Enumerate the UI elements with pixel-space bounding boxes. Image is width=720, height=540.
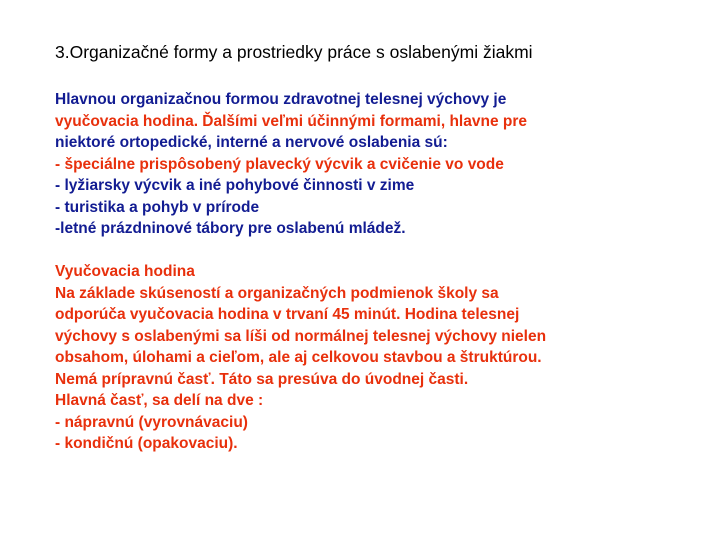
paragraph-lesson	[55, 261, 695, 455]
text-line: Vyučovacia hodina	[55, 263, 195, 280]
slide-title: 3.Organizačné formy a prostriedky práce s oslabenými žiakmi	[55, 42, 533, 62]
text-line: -letné prázdninové tábory pre oslabenú mládež.	[55, 220, 406, 237]
text-line: odporúča vyučovacia hodina v trvaní 45 minút. Hodina telesnej	[55, 306, 520, 323]
text-line: vyučovacia hodina. Ďalšími veľmi účinnými formami, hlavne pre	[55, 112, 527, 130]
text-line: Hlavnou organizačnou formou zdravotnej telesnej výchovy je	[55, 91, 507, 108]
text-line: - nápravnú (vyrovnávaciu)	[55, 413, 248, 431]
text-line: - turistika a pohyb v prírode	[55, 198, 260, 216]
text-line: - kondičnú (opakovaciu).	[55, 435, 238, 452]
text-line: Na základe skúseností a organizačných podmienok školy sa	[55, 284, 499, 302]
text-line: niektoré ortopedické, interné a nervové oslabenia sú:	[55, 134, 448, 151]
paragraph-organizational-forms	[55, 89, 695, 240]
text-line: obsahom, úlohami a cieľom, ale aj celkovou stavbou a štruktúrou.	[55, 349, 542, 366]
text-line: výchovy s oslabenými sa líši od normálnej telesnej výchovy nielen	[55, 327, 547, 345]
text-line: Hlavná časť, sa delí na dve :	[55, 392, 264, 409]
text-line: - lyžiarsky výcvik a iné pohybové činnosti v zime	[55, 177, 415, 194]
text-line: - špeciálne prispôsobený plavecký výcvik a cvičenie vo vode	[55, 155, 504, 173]
text-line: Nemá prípravnú časť. Táto sa presúva do úvodnej časti.	[55, 370, 469, 388]
